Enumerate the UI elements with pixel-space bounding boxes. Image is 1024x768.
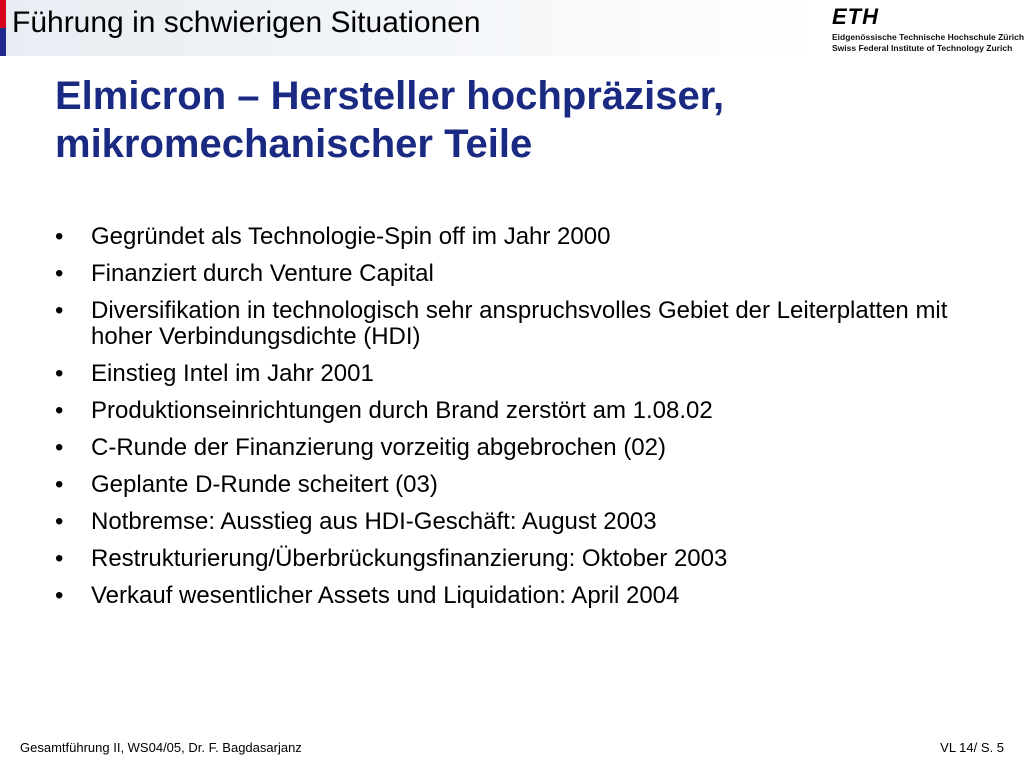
- eth-logo-mark: ETH: [832, 4, 879, 29]
- bullet-dot-icon: •: [55, 582, 64, 609]
- bullet-dot-icon: •: [55, 397, 64, 424]
- eth-logo-line-english: Swiss Federal Institute of Technology Zurich: [832, 43, 1013, 53]
- footer-course-info: Gesamtführung II, WS04/05, Dr. F. Bagdasarjanz: [20, 740, 302, 755]
- slide-title-line-2: mikromechanischer Teile: [55, 122, 533, 166]
- bullet-item: [55, 435, 955, 461]
- bullet-item: [55, 583, 955, 609]
- bullet-dot-icon: •: [55, 471, 64, 498]
- bullet-text: Geplante D-Runde scheitert (03): [91, 471, 438, 498]
- course-title: Führung in schwierigen Situationen: [12, 6, 481, 39]
- bullet-dot-icon: •: [55, 223, 64, 250]
- bullet-item: [55, 472, 955, 498]
- bullet-text: Restrukturierung/Überbrückungsfinanzierung: Oktober 2003: [91, 545, 728, 572]
- bullet-item: [55, 261, 955, 287]
- bullet-text: C-Runde der Finanzierung vorzeitig abgebrochen (02): [91, 434, 666, 461]
- footer-page-number: VL 14/ S. 5: [940, 740, 1004, 755]
- bullet-item: [55, 224, 955, 250]
- bullet-text: Verkauf wesentlicher Assets und Liquidation: April 2004: [91, 582, 680, 609]
- header-accent-red: [0, 0, 6, 28]
- bullet-dot-icon: •: [55, 260, 64, 287]
- bullet-dot-icon: •: [55, 360, 64, 387]
- bullet-dot-icon: •: [55, 545, 64, 572]
- bullet-dot-icon: •: [55, 434, 64, 461]
- bullet-text: Gegründet als Technologie-Spin off im Jahr 2000: [91, 223, 611, 250]
- eth-logo-line-german: Eidgenössische Technische Hochschule Zürich: [832, 32, 1024, 42]
- bullet-item: [55, 546, 955, 572]
- bullet-text: Einstieg Intel im Jahr 2001: [91, 360, 374, 387]
- bullet-text: Finanziert durch Venture Capital: [91, 260, 434, 287]
- bullet-item: [55, 398, 955, 424]
- eth-logo: [832, 4, 1024, 54]
- bullet-dot-icon: •: [55, 297, 64, 324]
- bullet-item: [55, 361, 955, 387]
- bullet-item: [55, 509, 955, 535]
- bullet-text: Notbremse: Ausstieg aus HDI-Geschäft: August 2003: [91, 508, 657, 535]
- bullet-item: [55, 298, 955, 350]
- slide-title: [55, 72, 975, 168]
- slide-title-line-1: Elmicron – Hersteller hochpräziser,: [55, 74, 725, 118]
- header-accent-blue: [0, 28, 6, 56]
- bullet-text: Produktionseinrichtungen durch Brand zerstört am 1.08.02: [91, 397, 713, 424]
- bullet-dot-icon: •: [55, 508, 64, 535]
- bullet-text: Diversifikation in technologisch sehr anspruchsvolles Gebiet der Leiterplatten mit hoher Verbindungsdichte (HDI): [91, 297, 948, 350]
- bullet-list: [55, 224, 955, 620]
